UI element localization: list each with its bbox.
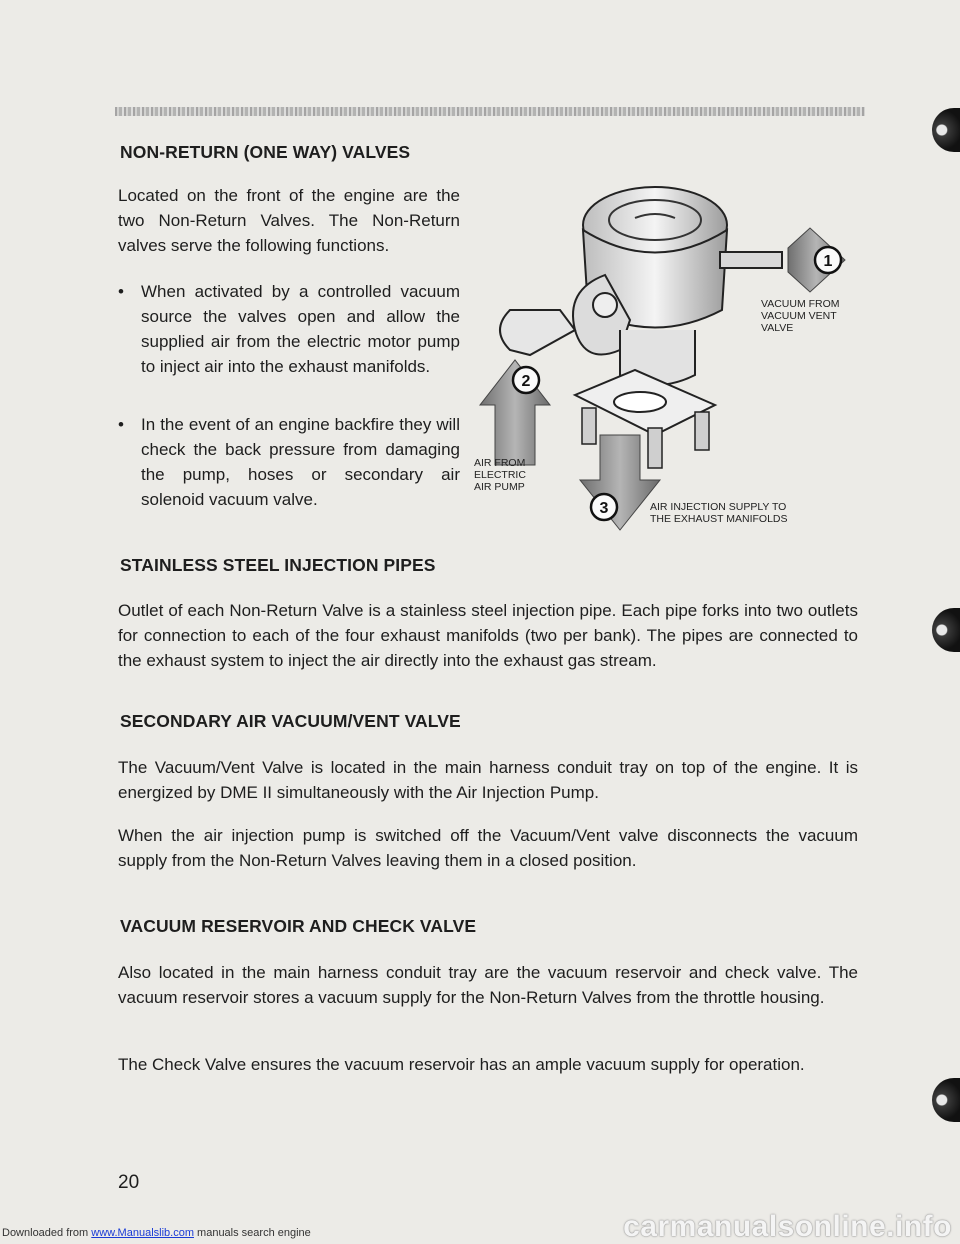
vacuum-vent-paragraph-1: The Vacuum/Vent Valve is located in the main harness conduit tray on top of the engine. It is energized by DME II simultaneously with the Air Injection Pump. (118, 758, 858, 802)
bullet-text-1: When activated by a controlled vacuum source the valves open and allow the supplied air from the electric motor pump to inject air into the exhaust manifolds. (141, 282, 460, 376)
label-vacuum-from-valve: VACUUM FROM VACUUM VENT VALVE (761, 298, 840, 334)
vacuum-vent-paragraph-2: When the air injection pump is switched off the Vacuum/Vent valve disconnects the vacuum supply from the Non-Return Valves leaving them in a closed position. (118, 826, 858, 870)
binder-hole-tab (932, 1078, 960, 1122)
top-rule (115, 107, 865, 116)
download-footer (2, 1227, 311, 1239)
page-number: 20 (118, 1172, 140, 1193)
manualslib-link[interactable]: www.Manualslib.com (91, 1227, 194, 1239)
callout-2-number: 2 (521, 373, 531, 390)
callout-1-number: 1 (823, 253, 833, 270)
bullet-symbol: • (118, 415, 124, 434)
bullet-item-1 (118, 279, 460, 379)
bullet-text-2: In the event of an engine backfire they will check the back pressure from damaging the pump, hoses or secondary air solenoid vacuum valve. (141, 415, 460, 509)
heading-vacuum-vent-valve: SECONDARY AIR VACUUM/VENT VALVE (120, 711, 461, 731)
vacuum-reservoir-paragraph: Also located in the main harness conduit tray are the vacuum reservoir and check valve. The vacuum reservoir stores a vacuum supply for the Non-Return Valves from the throttle housing. (118, 963, 858, 1007)
binder-hole-tab (932, 608, 960, 652)
binder-hole-tab (932, 108, 960, 152)
callout-3-number: 3 (599, 500, 609, 517)
bleed-through (480, 140, 860, 166)
intro-paragraph: Located on the front of the engine are the two Non-Return Valves. The Non-Return valves serve the following functions. (118, 186, 460, 255)
callout-2 (513, 367, 539, 393)
injection-pipes-paragraph: Outlet of each Non-Return Valve is a stainless steel injection pipe. Each pipe forks into two outlets for connection to each of the four exhaust manifolds (two per bank). The pipes are connected to the exhaust system to inject the air directly into the exhaust gas stream. (118, 601, 858, 670)
bullet-item-2 (118, 412, 460, 512)
heading-injection-pipes: STAINLESS STEEL INJECTION PIPES (120, 555, 436, 575)
watermark: carmanualsonline.info (623, 1210, 952, 1243)
heading-vacuum-reservoir: VACUUM RESERVOIR AND CHECK VALVE (120, 916, 477, 936)
callout-3 (591, 494, 617, 520)
footer-prefix: Downloaded from (2, 1227, 92, 1239)
valve-diagram (470, 180, 865, 555)
label-air-injection-supply: AIR INJECTION SUPPLY TO THE EXHAUST MANIFOLDS (650, 501, 788, 525)
label-air-from-pump: AIR FROM ELECTRIC AIR PUMP (474, 457, 526, 493)
callout-1 (815, 247, 841, 273)
heading-non-return-valves: NON-RETURN (ONE WAY) VALVES (120, 142, 411, 162)
check-valve-paragraph: The Check Valve ensures the vacuum reservoir has an ample vacuum supply for operation. (118, 1055, 805, 1074)
footer-suffix: manuals search engine (193, 1227, 311, 1239)
bullet-symbol: • (118, 282, 124, 301)
